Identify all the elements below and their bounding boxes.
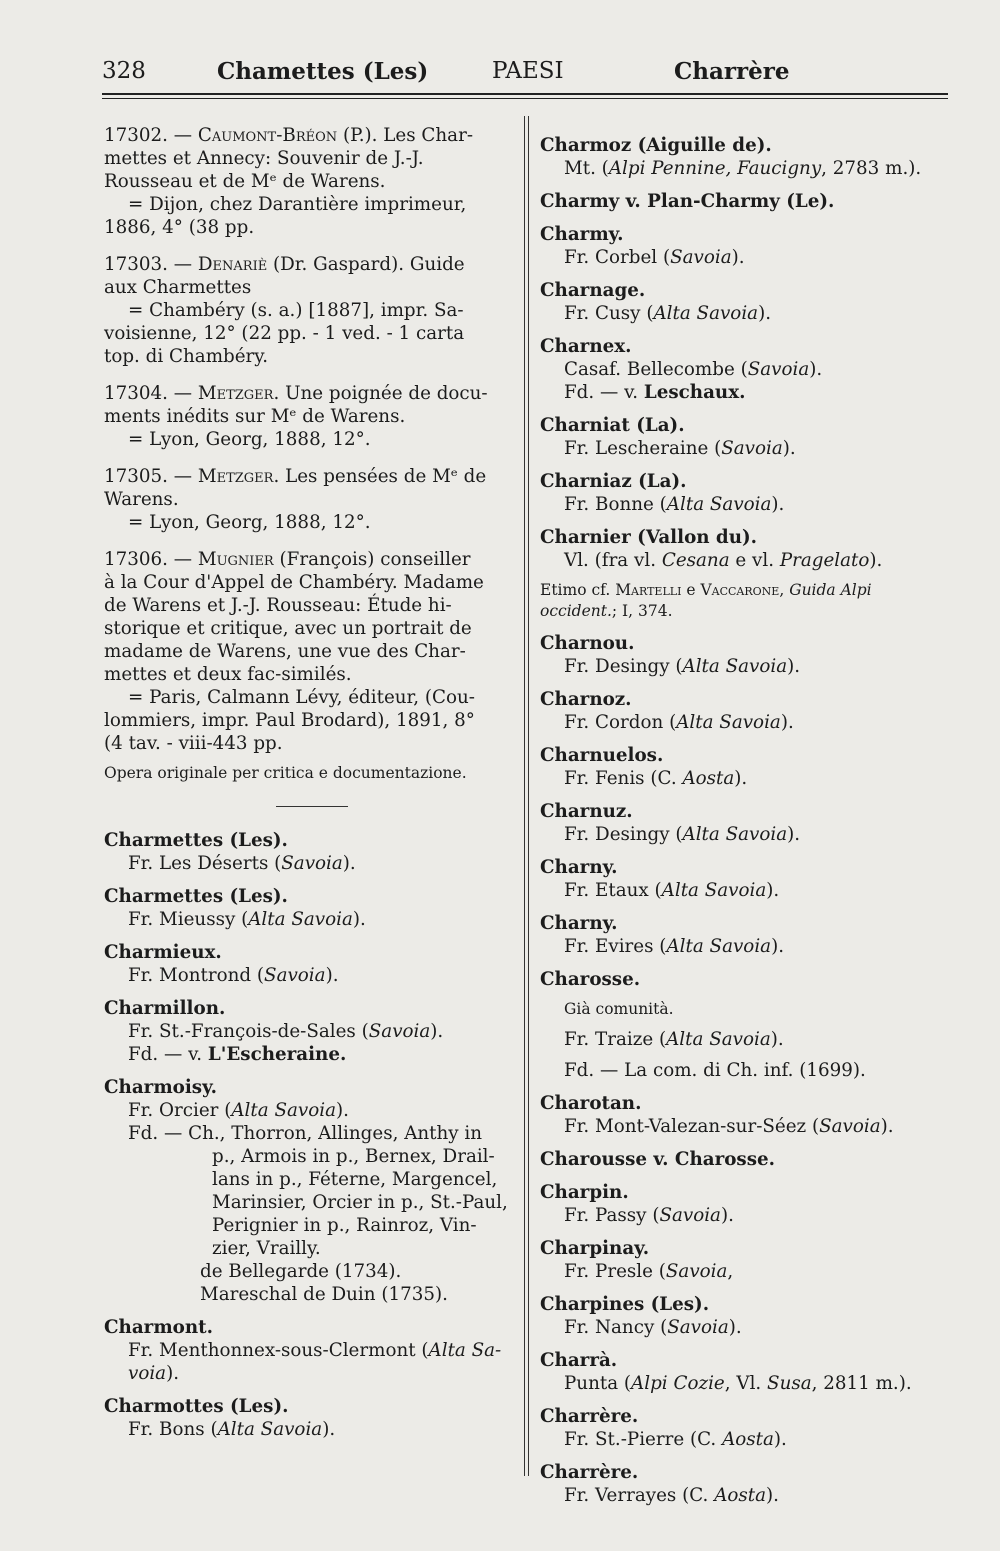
place-term: Charousse v. Charosse. [540, 1149, 775, 1170]
place-term: Charmy v. Plan-Charmy (Le). [540, 191, 835, 212]
place-line: Fr. Verrayes (C. Aosta). [564, 1485, 779, 1506]
place-term: Charniaz (La). [540, 471, 687, 492]
place-name: Alta Savoia [682, 824, 788, 845]
fd-line: Fd. — v. L'Escheraine. [128, 1044, 347, 1065]
place-term: Charrère. [540, 1462, 639, 1483]
bibliography-entry [104, 124, 516, 239]
fd-line: Fd. — Ch., Thorron, Allinges, Anthy in [128, 1123, 483, 1144]
place-line: Fr. Orcier (Alta Savoia). [128, 1100, 349, 1121]
place-line: Fr. Presle (Savoia, [564, 1261, 734, 1282]
place-term: Charnuelos. [540, 745, 664, 766]
place-name: Alpi Pennine, Faucigny [608, 158, 822, 179]
place-term: Charosse. [540, 969, 641, 990]
fd-line: lans in p., Féterne, Margencel, [212, 1169, 498, 1190]
place-term: Charmottes (Les). [104, 1396, 289, 1417]
place-name: Alta Savoia [666, 494, 772, 515]
entry-author: Denariè [197, 254, 268, 275]
entry-publication-line: (4 tav. - viii-443 pp. [104, 733, 283, 754]
place-term: Charny. [540, 857, 618, 878]
column-divider [524, 116, 525, 1476]
entry-publication-line: = Lyon, Georg, 1888, 12°. [128, 429, 371, 450]
place-name: Susa [767, 1373, 812, 1394]
place-term: Charrère. [540, 1406, 639, 1427]
entry-line: 17304. — Metzger. Une poignée de docu- [104, 383, 488, 404]
place-name: Alta Savoia [248, 909, 353, 930]
etymology-note: Etimo cf. Martelli e Vaccarone, Guida Alpi occident.; I, 374. [540, 581, 872, 620]
place-name: Savoia [264, 965, 326, 986]
left-column [104, 124, 516, 1441]
place-line: Fr. Mieussy (Alta Savoia). [128, 909, 366, 930]
place-name: Savoia [659, 1205, 721, 1226]
entry-publication-line: = Lyon, Georg, 1888, 12°. [128, 512, 371, 533]
left-running-head: Chamettes (Les) [217, 58, 429, 85]
place-term: Charny. [540, 913, 618, 934]
place-term: Charmettes (Les). [104, 830, 288, 851]
place-line: Fd. — v. Leschaux. [564, 382, 746, 403]
place-line: Fr. Desingy (Alta Savoia). [564, 824, 801, 845]
place-line: Fr. Passy (Savoia). [564, 1205, 734, 1226]
entry-author: Mugnier [197, 549, 274, 570]
cited-author: Vaccarone [700, 581, 780, 599]
page-header [102, 58, 948, 92]
entry-publication-line: 1886, 4° (38 pp. [104, 217, 255, 238]
place-name: Aosta [682, 768, 735, 789]
place-line: Casaf. Bellecombe (Savoia). [564, 359, 823, 380]
place-name: Alpi Cozie [631, 1373, 725, 1394]
bibliography-entry [104, 382, 516, 451]
place-name: Aosta [722, 1429, 774, 1450]
place-line: Fr. Cordon (Alta Savoia). [564, 712, 794, 733]
place-line: Fr. Bonne (Alta Savoia). [564, 494, 785, 515]
fd-line: Marinsier, Orcier in p., St.-Paul, [212, 1192, 508, 1213]
place-line: Fr. Cusy (Alta Savoia). [564, 303, 772, 324]
page-number: 328 [102, 58, 146, 84]
entry-publication-line: voisienne, 12° (22 pp. - 1 ved. - 1 carta [104, 323, 465, 344]
section-divider [276, 806, 348, 807]
place-name: Cesana [661, 550, 730, 571]
place-name: Alta Savoia [676, 712, 781, 733]
entry-publication-line: = Paris, Calmann Lévy, éditeur, (Cou- [128, 687, 475, 708]
fd-line: Mareschal de Duin (1735). [200, 1284, 448, 1305]
place-line: Fr. Corbel (Savoia). [564, 247, 745, 268]
place-line: Fr. Fenis (C. Aosta). [564, 768, 748, 789]
place-name: Alta Savoia [666, 936, 772, 957]
place-term: Charpin. [540, 1182, 629, 1203]
entry-publication-line: = Dijon, chez Darantière imprimeur, [128, 194, 467, 215]
entry-publication-line: lommiers, impr. Paul Brodard), 1891, 8° [104, 710, 475, 731]
place-term: Charrà. [540, 1350, 618, 1371]
place-term: Charmont. [104, 1317, 213, 1338]
entry-publication-line: = Chambéry (s. a.) [1887], impr. Sa- [128, 300, 464, 321]
place-term: Charnoz. [540, 689, 632, 710]
right-running-head: Charrère [674, 58, 790, 85]
fd-line: de Bellegarde (1734). [200, 1261, 402, 1282]
place-name: Pragelato [779, 550, 870, 571]
place-line: Mt. (Alpi Pennine, Faucigny, 2783 m.). [564, 158, 922, 179]
entry-number: 17305. — [104, 466, 198, 487]
entry-title-line: storique et critique, avec un portrait de [104, 618, 472, 639]
place-name: Alta Sa- [428, 1340, 502, 1361]
entry-publication-line: top. di Chambéry. [104, 346, 269, 367]
place-term: Charmieux. [104, 942, 222, 963]
cross-reference: L'Escheraine. [207, 1044, 347, 1065]
entry-line: 17303. — Denariè (Dr. Gaspard). Guide [104, 254, 465, 275]
place-term: Charnou. [540, 633, 635, 654]
place-line: Fr. Traize (Alta Savoia). [564, 1029, 784, 1050]
place-name: Savoia [665, 1261, 728, 1282]
place-line: Fr. Etaux (Alta Savoia). [564, 880, 780, 901]
entry-number: 17303. — [104, 254, 198, 275]
entry-title-line: à la Cour d'Appel de Chambéry. Madame [104, 572, 484, 593]
entry-author: Caumont-Bréon [197, 125, 338, 146]
place-term: Charnuz. [540, 801, 633, 822]
place-name: Savoia [281, 853, 343, 874]
place-line: Vl. (fra vl. Cesana e vl. Pragelato). [564, 550, 883, 571]
place-term: Charpinay. [540, 1238, 650, 1259]
entry-number: 17302. — [104, 125, 198, 146]
editorial-note: Opera originale per critica e documentazione. [104, 764, 467, 782]
place-name: Alta Savoia [653, 303, 759, 324]
place-line: Fr. Lescheraine (Savoia). [564, 438, 796, 459]
place-line: Fr. Nancy (Savoia). [564, 1317, 742, 1338]
entry-author: Metzger. [197, 383, 280, 404]
place-name: Alta Savoia [231, 1100, 336, 1121]
place-name: Savoia [747, 359, 810, 380]
column-divider-thin [528, 116, 529, 1476]
bibliography-entry [104, 465, 516, 534]
cited-title: Guida Alpi occident. [540, 581, 872, 620]
place-name: Alta Savoia [666, 1029, 771, 1050]
place-term: Charnier (Vallon du). [540, 527, 758, 548]
place-line: voia). [128, 1363, 180, 1384]
place-term: Charmillon. [104, 998, 226, 1019]
place-term: Charnex. [540, 336, 632, 357]
place-line: Fr. Mont-Valezan-sur-Séez (Savoia). [564, 1116, 894, 1137]
place-line: Fr. Montrond (Savoia). [128, 965, 339, 986]
place-line: Fr. Les Déserts (Savoia). [128, 853, 356, 874]
place-name: Savoia [670, 247, 732, 268]
entry-title-line: de Warens et J.-J. Rousseau: Étude hi- [104, 595, 452, 616]
entry-number: 17306. — [104, 549, 198, 570]
entry-line: 17305. — Metzger. Les pensées de Mᵉ de [104, 466, 487, 487]
fd-line: p., Armois in p., Bernex, Drail- [212, 1146, 495, 1167]
header-rule-thin [102, 98, 948, 99]
cited-author: Martelli [615, 581, 682, 599]
fd-line: Perignier in p., Rainroz, Vin- [212, 1215, 477, 1236]
entry-author: Metzger. [197, 466, 280, 487]
place-term: Charmoz (Aiguille de). [540, 135, 772, 156]
place-name: Alta Savoia [217, 1419, 323, 1440]
cross-reference: Leschaux. [643, 382, 746, 403]
place-term: Charmettes (Les). [104, 886, 288, 907]
entry-title-line: mettes et Annecy: Souvenir de J.-J. [104, 148, 424, 169]
place-line: Fr. Evires (Alta Savoia). [564, 936, 785, 957]
place-name: Savoia [721, 438, 783, 459]
place-term: Charniat (La). [540, 415, 685, 436]
place-name: Aosta [714, 1485, 767, 1506]
place-line: Fr. Menthonnex-sous-Clermont (Alta Sa- [128, 1340, 502, 1361]
header-rule [102, 93, 948, 95]
right-column [540, 124, 952, 1507]
place-line: Fr. Bons (Alta Savoia). [128, 1419, 336, 1440]
bibliography-entry [104, 548, 516, 755]
entry-title-line: mettes et deux fac-similés. [104, 664, 352, 685]
place-name: Savoia [368, 1021, 431, 1042]
place-name: Alta Savoia [661, 880, 767, 901]
place-line: Punta (Alpi Cozie, Vl. Susa, 2811 m.). [564, 1373, 912, 1394]
place-term: Charotan. [540, 1093, 642, 1114]
bibliography-entry [104, 253, 516, 368]
place-term: Charmy. [540, 224, 624, 245]
entry-title-line: aux Charmettes [104, 277, 252, 298]
place-line: Fr. Desingy (Alta Savoia). [564, 656, 801, 677]
place-term: Charnage. [540, 280, 646, 301]
center-running-head: PAESI [492, 58, 564, 84]
entry-title-line: Rousseau et de Mᵉ de Warens. [104, 171, 386, 192]
entry-title-line: madame de Warens, une vue des Char- [104, 641, 466, 662]
place-line: Fr. St.-Pierre (C. Aosta). [564, 1429, 787, 1450]
place-name: Savoia [819, 1116, 881, 1137]
fd-line: zier, Vrailly. [212, 1238, 321, 1259]
entry-line: 17306. — Mugnier (François) conseiller [104, 549, 471, 570]
entry-title-line: Warens. [104, 489, 179, 510]
entry-title-line: ments inédits sur Mᵉ de Warens. [104, 406, 406, 427]
place-term: Charmoisy. [104, 1077, 217, 1098]
fd-line: Fd. — La com. di Ch. inf. (1699). [564, 1060, 866, 1081]
entry-number: 17304. — [104, 383, 198, 404]
entry-line: 17302. — Caumont-Bréon (P.). Les Char- [104, 125, 473, 146]
place-name: Alta Savoia [682, 656, 788, 677]
place-line: Fr. St.-François-de-Sales (Savoia). [128, 1021, 444, 1042]
place-term: Charpines (Les). [540, 1294, 710, 1315]
place-name: voia [128, 1363, 167, 1384]
editorial-note: Già comunità. [564, 1000, 674, 1018]
place-name: Savoia [667, 1317, 729, 1338]
